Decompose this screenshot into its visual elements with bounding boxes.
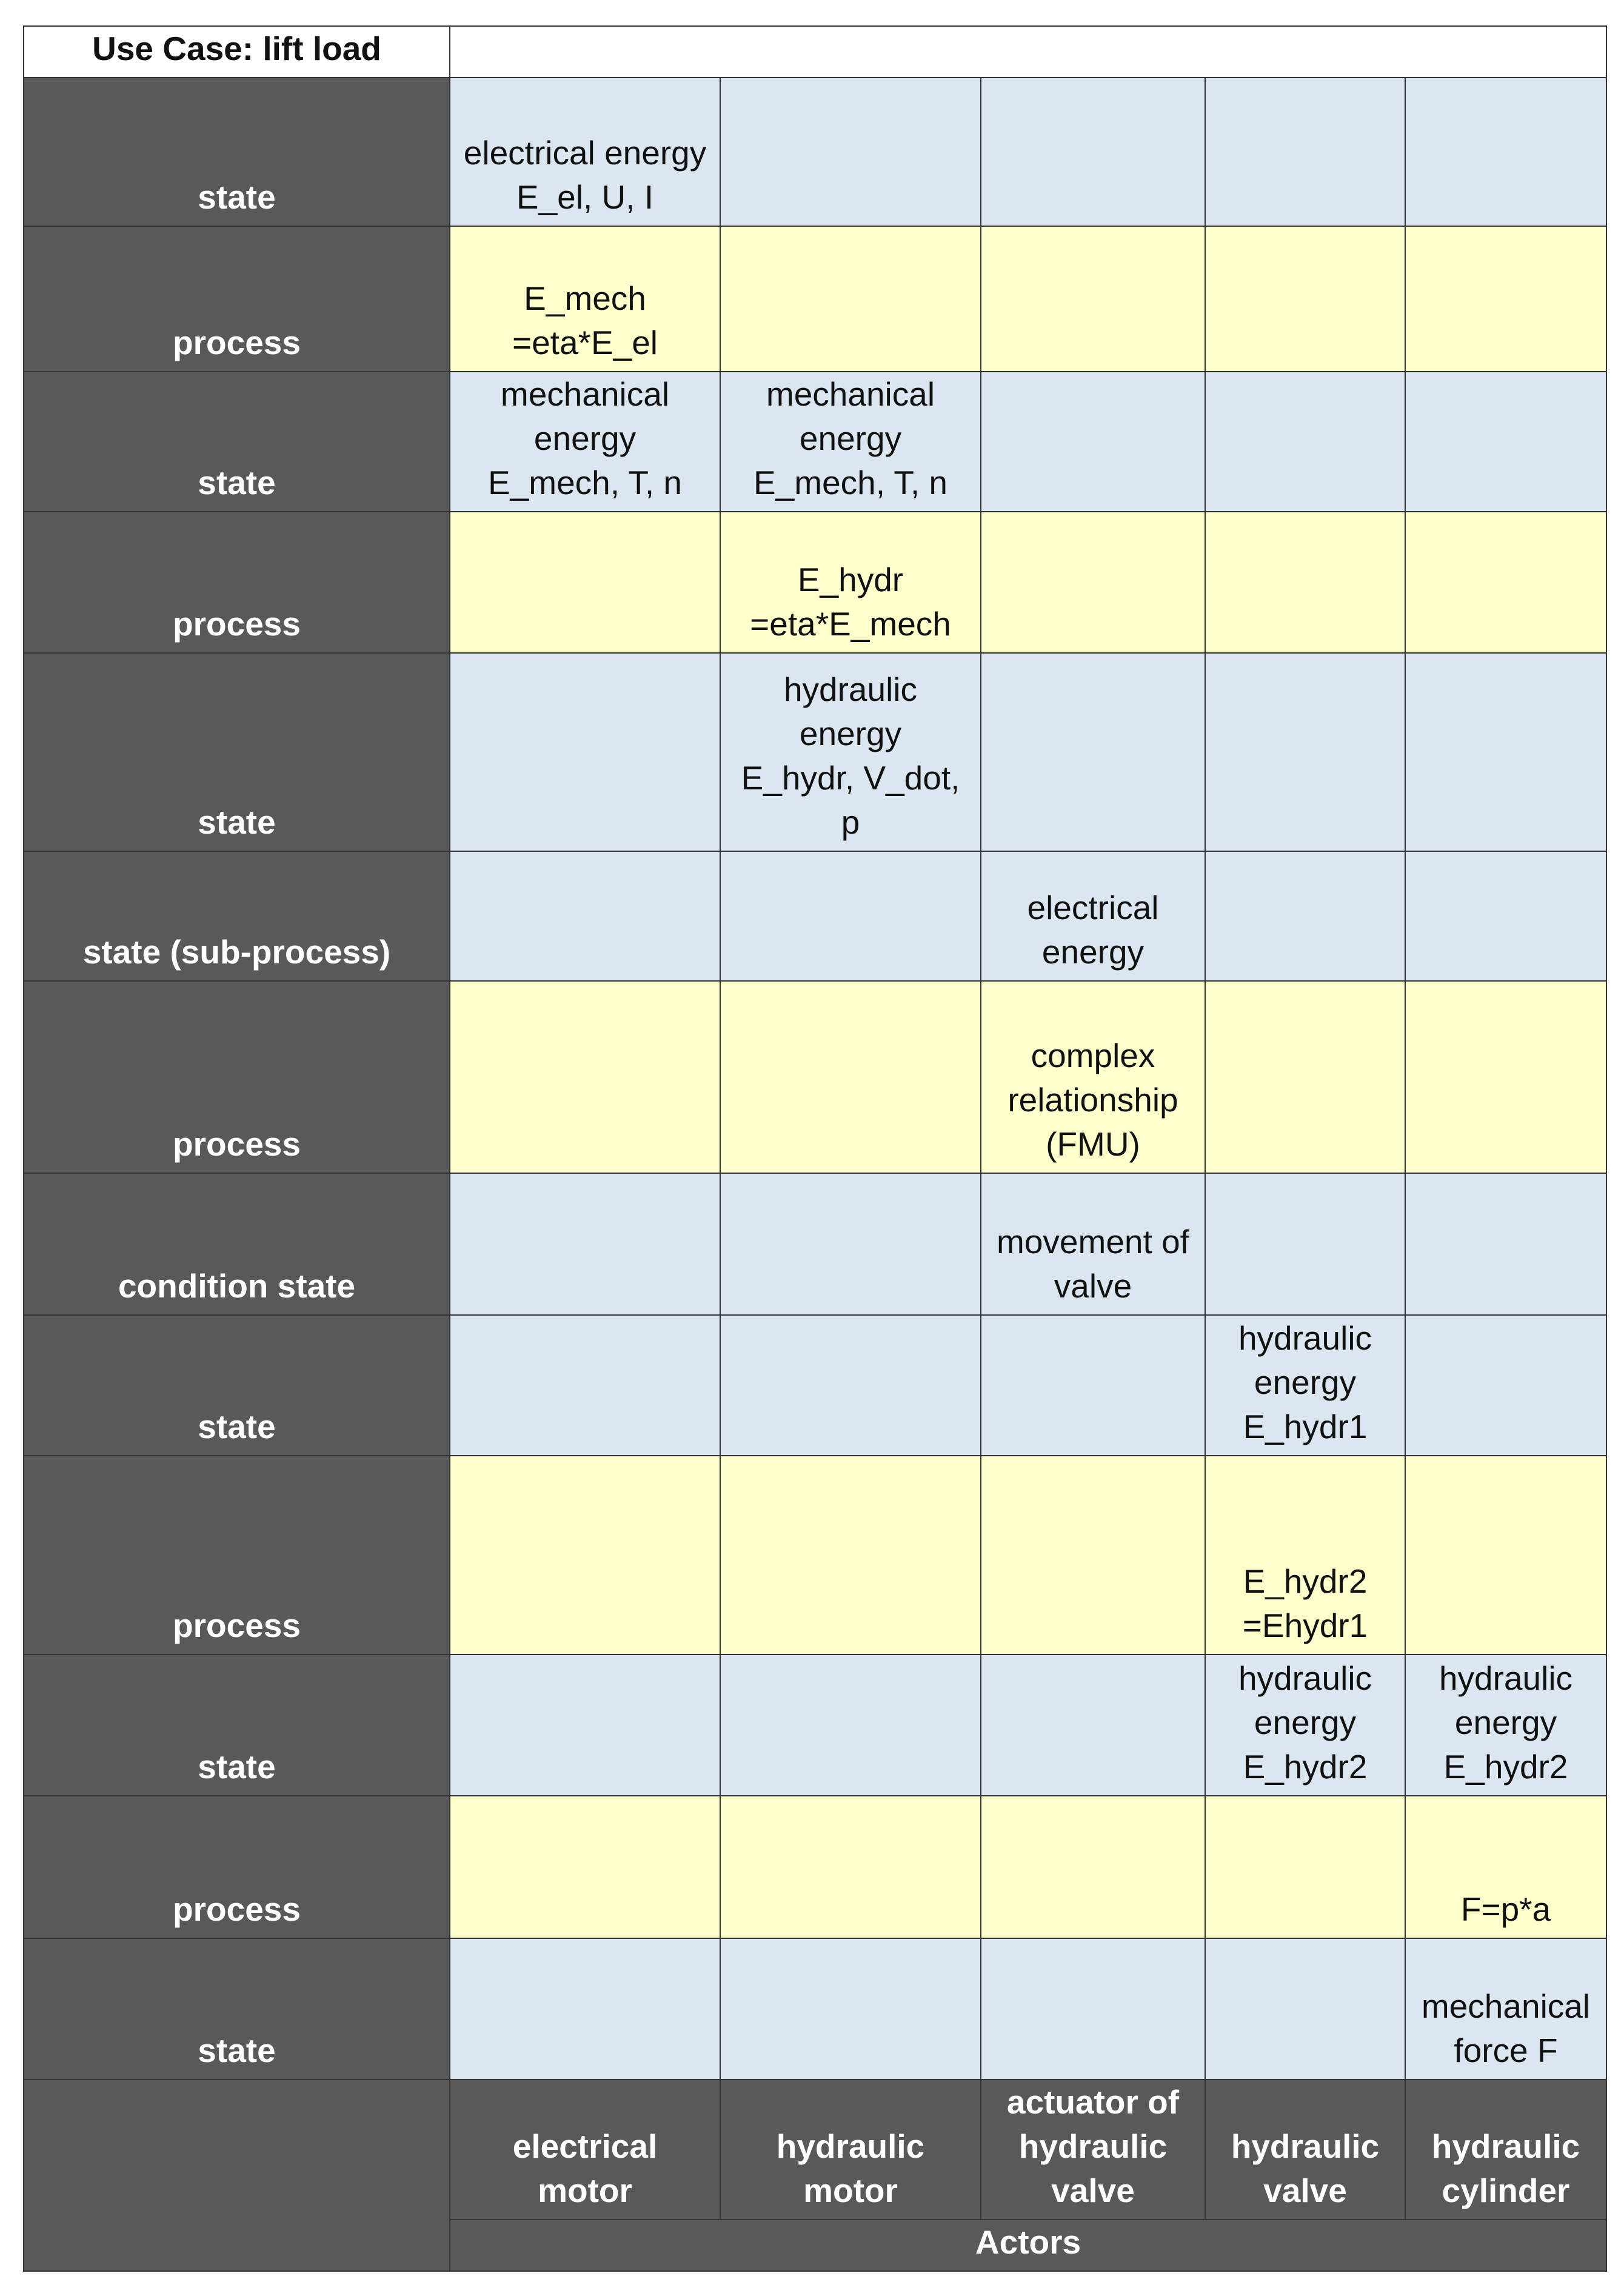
title-blank-cell	[450, 26, 1606, 78]
row-label: state	[24, 1655, 450, 1796]
actor-label: hydraulic cylinder	[1431, 2127, 1580, 2209]
row-label: process	[24, 981, 450, 1173]
process-cell	[450, 1796, 720, 1938]
state-cell	[981, 653, 1205, 851]
process-cell	[720, 512, 981, 653]
row-label: state	[24, 78, 450, 226]
state-cell	[981, 851, 1205, 981]
actor-label: hydraulic motor	[776, 2127, 925, 2209]
actor-label: actuator of hydraulic valve	[1006, 2083, 1180, 2209]
row-label: state	[24, 372, 450, 512]
process-cell	[1405, 226, 1606, 372]
use-case-table	[23, 25, 1607, 2272]
process-cell	[981, 226, 1205, 372]
state-cell	[1405, 653, 1606, 851]
state-cell	[720, 653, 981, 851]
process-cell	[1405, 1456, 1606, 1655]
state-cell	[1405, 1938, 1606, 2080]
process-cell	[1205, 1456, 1405, 1655]
process-cell	[1405, 1796, 1606, 1938]
row-label: process	[24, 1456, 450, 1655]
state-cell	[1205, 653, 1405, 851]
state-cell	[1405, 372, 1606, 512]
actor-header	[1405, 2080, 1606, 2220]
state-cell	[1405, 851, 1606, 981]
cell-text: mechanical energy E_mech, T, n	[488, 375, 682, 501]
row-label: state (sub-process)	[24, 851, 450, 981]
process-cell	[981, 1796, 1205, 1938]
state-cell	[720, 78, 981, 226]
state-cell	[981, 1173, 1205, 1315]
state-cell	[450, 78, 720, 226]
actor-label: hydraulic valve	[1231, 2127, 1380, 2209]
table-row	[24, 372, 1606, 512]
process-cell	[981, 981, 1205, 1173]
state-cell	[450, 1655, 720, 1796]
cell-text: mechanical force F	[1421, 1987, 1591, 2069]
cell-text: electrical energy	[1027, 889, 1159, 971]
state-cell	[720, 1173, 981, 1315]
state-cell	[450, 1315, 720, 1456]
table-row	[24, 653, 1606, 851]
actor-header	[450, 2080, 720, 2220]
cell-text: E_hydr =eta*E_mech	[750, 561, 951, 643]
state-cell	[720, 372, 981, 512]
row-label: process	[24, 512, 450, 653]
process-cell	[1205, 512, 1405, 653]
row-label: state	[24, 653, 450, 851]
process-cell	[720, 981, 981, 1173]
row-label: condition state	[24, 1173, 450, 1315]
process-cell	[981, 512, 1205, 653]
state-cell	[720, 1315, 981, 1456]
cell-text: movement of valve	[997, 1223, 1189, 1305]
cell-text: mechanical energy E_mech, T, n	[754, 375, 947, 501]
table-row	[24, 1938, 1606, 2080]
cell-text: hydraulic energy E_hydr2	[1238, 1659, 1372, 1785]
cell-text: E_hydr2 =Ehydr1	[1242, 1562, 1368, 1644]
state-cell	[1205, 1655, 1405, 1796]
state-cell	[1205, 372, 1405, 512]
process-cell	[720, 1456, 981, 1655]
state-cell	[450, 1173, 720, 1315]
table-row	[24, 981, 1606, 1173]
state-cell	[450, 372, 720, 512]
row-label: process	[24, 226, 450, 372]
state-cell	[1405, 1655, 1606, 1796]
state-cell	[981, 1315, 1205, 1456]
cell-text: F=p*a	[1460, 1890, 1551, 1928]
state-cell	[981, 1655, 1205, 1796]
state-cell	[720, 1938, 981, 2080]
row-label: state	[24, 1938, 450, 2080]
actor-header	[720, 2080, 981, 2220]
table-row	[24, 1173, 1606, 1315]
process-cell	[1205, 1796, 1405, 1938]
state-cell	[1205, 1173, 1405, 1315]
process-cell	[450, 512, 720, 653]
cell-text: hydraulic energy E_hydr1	[1238, 1319, 1372, 1445]
state-cell	[1205, 1315, 1405, 1456]
state-cell	[1405, 1315, 1606, 1456]
state-cell	[1405, 78, 1606, 226]
state-cell	[1205, 78, 1405, 226]
state-cell	[1405, 1173, 1606, 1315]
process-cell	[720, 226, 981, 372]
state-cell	[1205, 1938, 1405, 2080]
table-row	[24, 1456, 1606, 1655]
title-row	[24, 26, 1606, 78]
state-cell	[450, 1938, 720, 2080]
state-cell	[720, 851, 981, 981]
process-cell	[450, 981, 720, 1173]
process-cell	[1205, 981, 1405, 1173]
cell-text: hydraulic energy E_hydr2	[1439, 1659, 1573, 1785]
cell-text: electrical energy E_el, U, I	[463, 134, 707, 216]
actors-row	[24, 2080, 1606, 2220]
process-cell	[450, 226, 720, 372]
state-cell	[981, 78, 1205, 226]
row-label: process	[24, 1796, 450, 1938]
state-cell	[981, 1938, 1205, 2080]
actor-header	[981, 2080, 1205, 2220]
process-cell	[981, 1456, 1205, 1655]
actors-corner-cell	[24, 2080, 450, 2271]
table-row	[24, 512, 1606, 653]
process-cell	[450, 1456, 720, 1655]
process-cell	[1205, 226, 1405, 372]
state-cell	[1205, 851, 1405, 981]
use-case-title: Use Case: lift load	[24, 26, 450, 78]
actors-caption: Actors	[450, 2220, 1606, 2271]
process-cell	[1405, 512, 1606, 653]
table-row	[24, 851, 1606, 981]
row-label: state	[24, 1315, 450, 1456]
table-row	[24, 78, 1606, 226]
table-row	[24, 1796, 1606, 1938]
table-row	[24, 226, 1606, 372]
table-row	[24, 1315, 1606, 1456]
cell-text: E_mech =eta*E_el	[512, 279, 658, 361]
cell-text: complex relationship (FMU)	[1007, 1037, 1178, 1163]
state-cell	[981, 372, 1205, 512]
actor-header	[1205, 2080, 1405, 2220]
actor-label: electrical motor	[512, 2127, 658, 2209]
state-cell	[720, 1655, 981, 1796]
process-cell	[1405, 981, 1606, 1173]
process-cell	[720, 1796, 981, 1938]
state-cell	[450, 851, 720, 981]
table-row	[24, 1655, 1606, 1796]
cell-text: hydraulic energy E_hydr, V_dot, p	[741, 671, 960, 841]
state-cell	[450, 653, 720, 851]
